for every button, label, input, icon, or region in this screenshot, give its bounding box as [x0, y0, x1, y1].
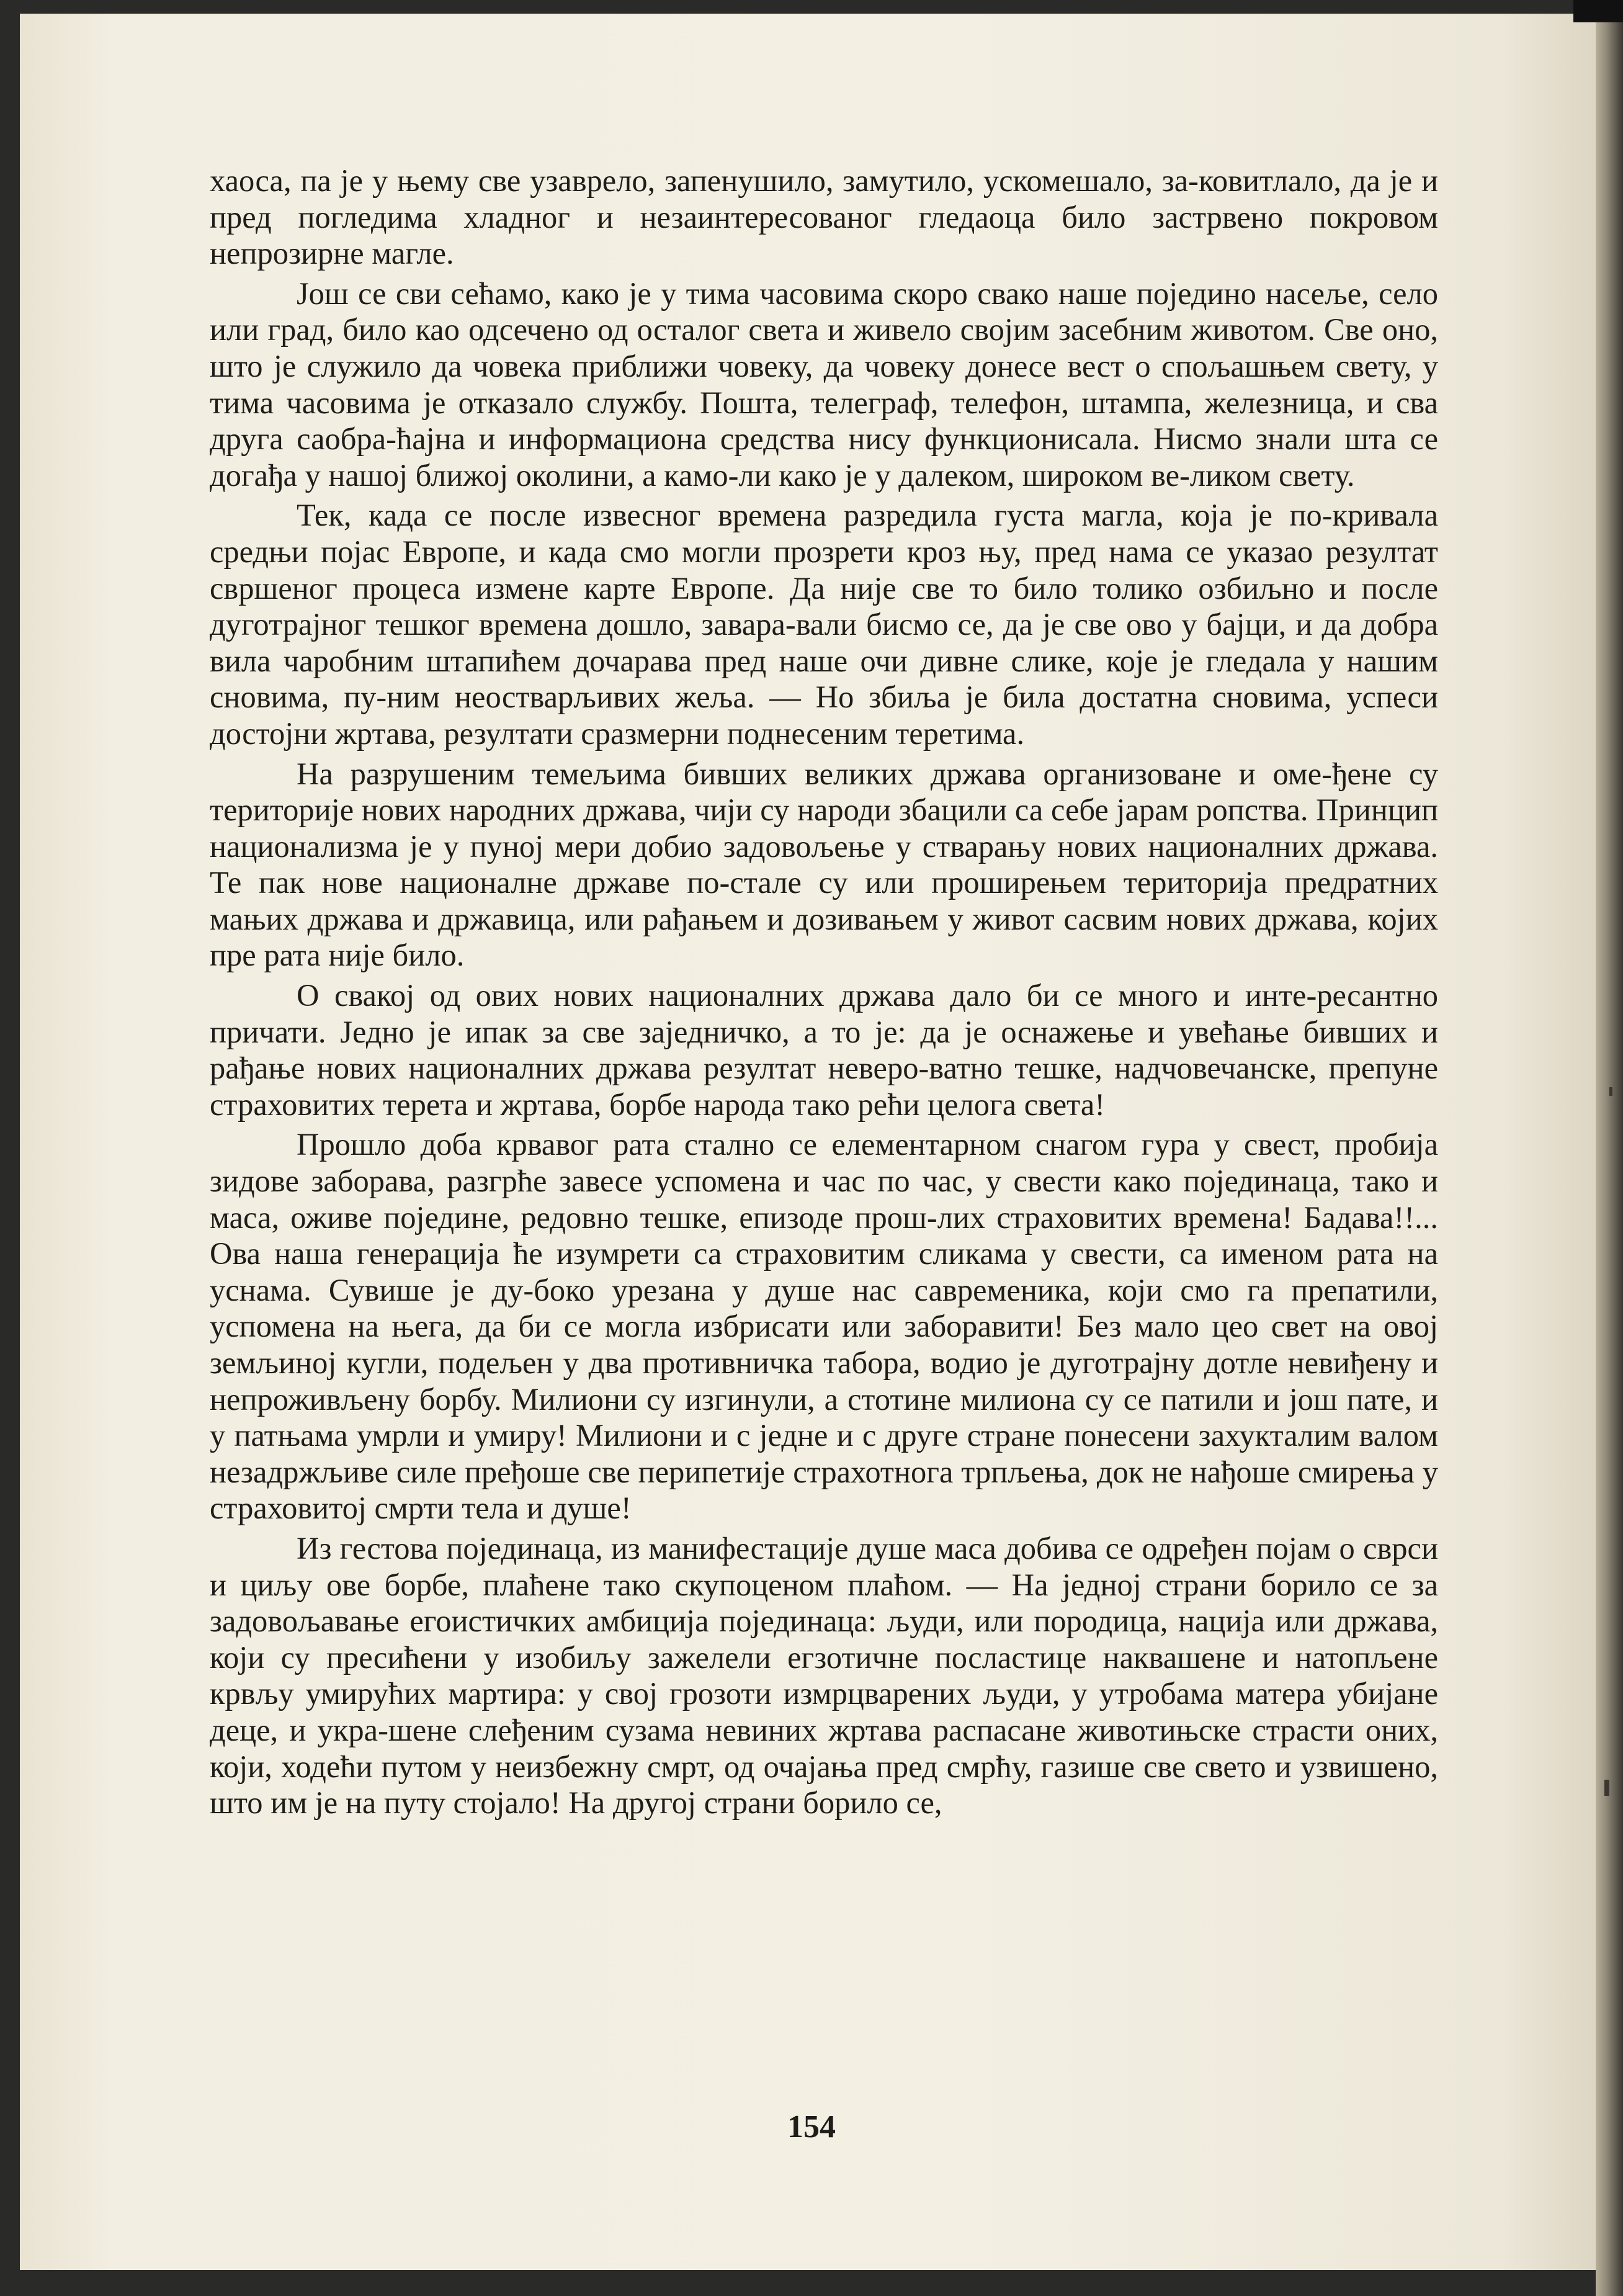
paragraph: Из гестова појединаца, из манифестације душе маса добива се одређен појам о сврси и циљу ове борбе, плаћене тако скупоценом плаћом. — На једној страни борило се за задовољавање егоистичких амбиција појединаца: људи, или породица, нација или држава, који су пресићени у изобиљу зажелели егзотичне посластице наквашене и натопљене крвљу умирућих мартира: у свој грозоти измрцварених људи, у утробама матера убијане деце, и укра-шене слеђеним сузама невиних жртава распасане животињске страсти оних, који, ходећи путом у неизбежну смрт, од очајања пред смрћу, газише све свето и узвишено, што им је на путу стојало! На другој страни борило се,	[210, 1530, 1438, 1821]
page-number: 154	[787, 2109, 836, 2145]
paragraph: Прошло доба крвавог рата стално се елементарном снагом гура у свест, пробија зидове заборава, разгрће завесе успомена и час по час, у свести како појединаца, тако и маса, оживе поједине, редовно тешке, епизоде прош-лих страховитих времена! Бадава!!... Ова наша генерација ће изумрети са страховитим сликама у свести, са именом рата на уснама. Сувише је ду-боко урезана у душе нас савременика, који смо га препатили, успомена на њега, да би се могла избрисати или заборавити! Без мало цео свет на овој земљиној кугли, подељен у два противничка табора, водио је дуготрајну дотле невиђену и непроживљену борбу. Милиони су изгинули, а стотине милиона су се патили и још пате, и у патњама умрли и умиру! Милиони и с једне и с друге стране понесени захукталим валом незадржљиве силе пређоше све перипетије страхотнога трпљења, док не нађоше смирења у страховитој смрти тела и душе!	[210, 1127, 1438, 1526]
margin-mark	[1609, 1087, 1612, 1096]
body-text	[210, 163, 1438, 1825]
paragraph: На разрушеним темељима бивших великих држава организоване и оме-ђене су територије нових народних држава, чији су народи збацили са себе јарам ропства. Принцип национализма је у пуној мери добио задовољење у стварању нових националних држава. Те пак нове националне државе по-стале су или проширењем територија предратних мањих држава и државица, или рађањем и дозивањем у живот сасвим нових држава, којих пре рата није било.	[210, 756, 1438, 973]
paragraph: Још се сви сећамо, како је у тима часовима скоро свако наше поједино насеље, село или град, било као одсечено од осталог света и живело својим засебним животом. Све оно, што је служило да човека приближи човеку, да човеку донесе вест о спољашњем свету, у тима часовима је отказало службу. Пошта, телеграф, телефон, штампа, железница, и сва друга саобра-ћајна и информациона средства нису функционисала. Нисмо знали шта се догађа у нашој ближој околини, а камо-ли како је у далеком, широком ве-ликом свету.	[210, 276, 1438, 493]
paragraph: Тек, када се после извесног времена разредила густа магла, која је по-кривала средњи појас Европе, и када смо могли прозрети кроз њу, пред нама се указао резултат свршеног процеса измене карте Европе. Да није све то било толико озбиљно и после дуготрајног тешког времена дошло, завара-вали бисмо се, да је све ово у бајци, и да добра вила чаробним штапићем дочарава пред наше очи дивне слике, које је гледала у нашим сновима, пу-ним неостварљивих жеља. — Но збиља је била достатна сновима, успеси достојни жртава, резултати сразмерни поднесеним теретима.	[210, 498, 1438, 751]
scan-border	[1573, 0, 1623, 22]
paragraph: О свакој од ових нових националних држава дало би се много и инте-ресантно причати. Једно је ипак за све заједничко, а то је: да је оснажење и увећање бивших и рађање нових националних држава резултат неверо-ватно тешке, надчовечанске, препуне страховитих терета и жртава, борбе народа тако рећи целога света!	[210, 978, 1438, 1122]
margin-mark	[1604, 1780, 1609, 1796]
page-edge-shadow	[1596, 0, 1623, 2296]
paragraph-continuation: хаоса, па је у њему све узаврело, запенушило, замутило, ускомешало, за-ковитлало, да је и пред погледима хладног и незаинтересованог гледаоца било застрвено покровом непрозирне магле.	[210, 163, 1438, 271]
